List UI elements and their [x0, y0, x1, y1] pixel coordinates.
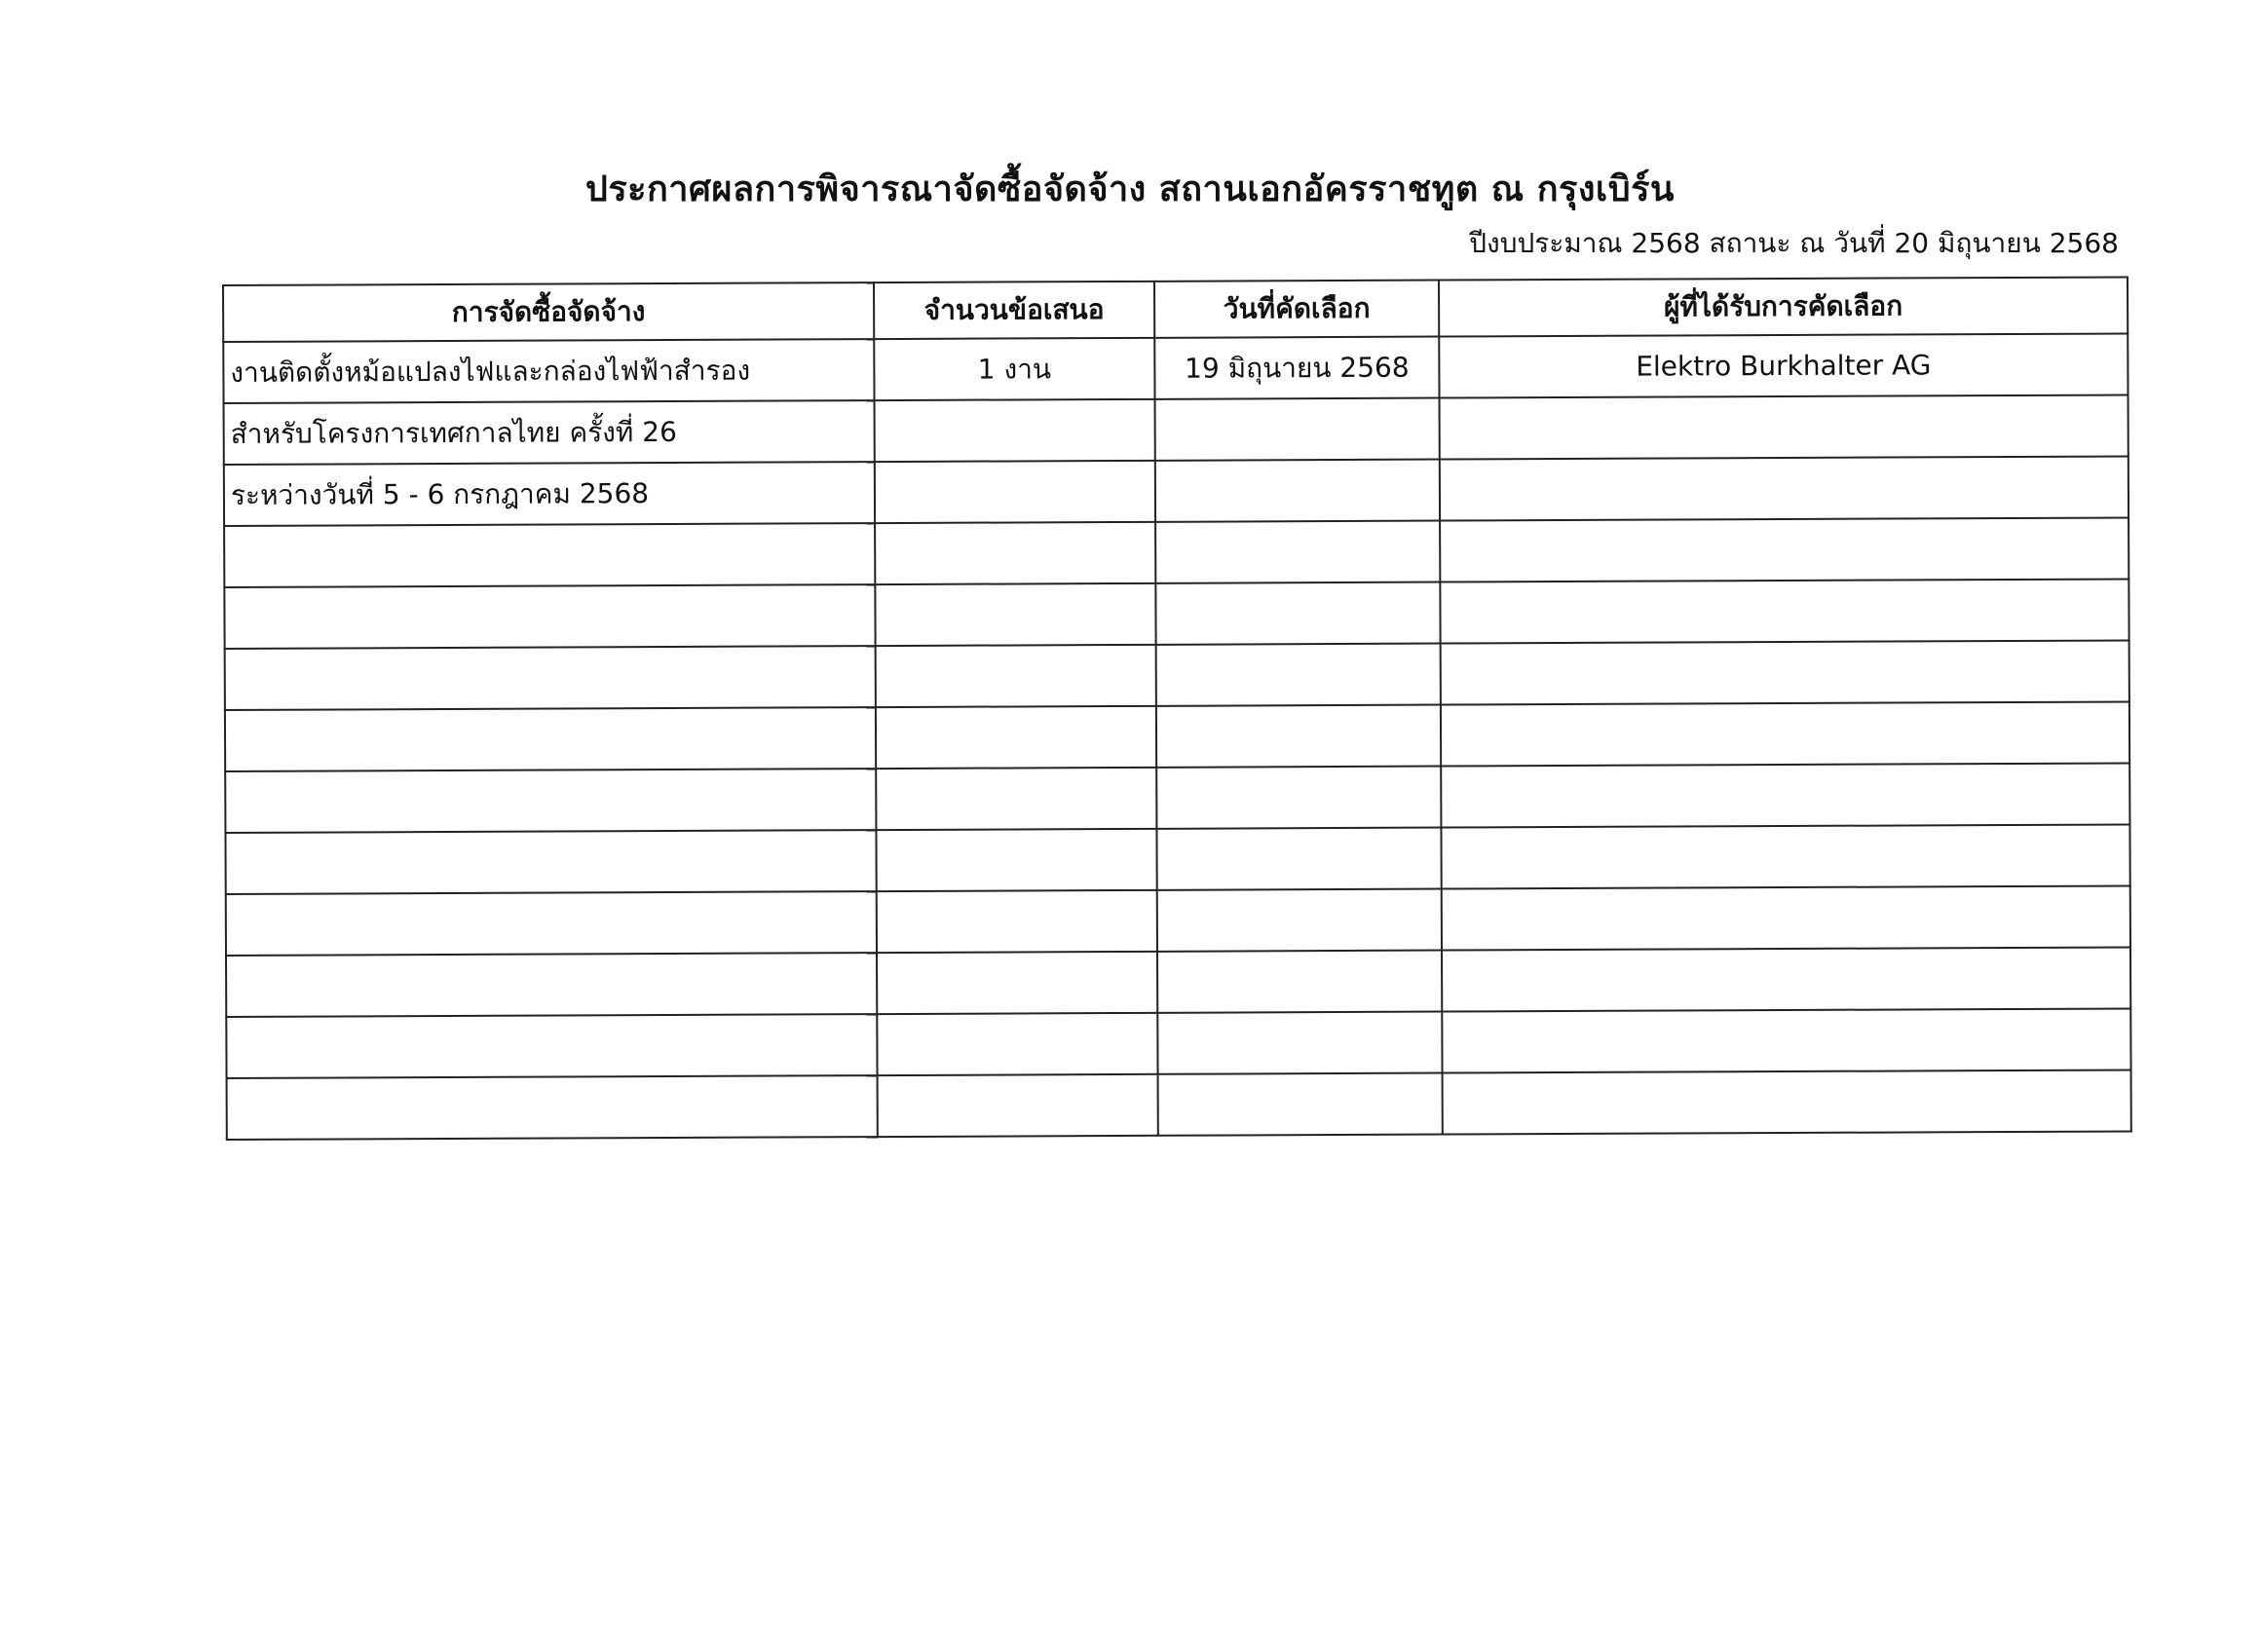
cell-winner — [1441, 824, 2129, 888]
header-item: การจัดซื้อจัดจ้าง — [223, 282, 874, 342]
cell-date — [1156, 644, 1441, 706]
cell-date — [1156, 767, 1441, 829]
cell-item — [225, 769, 876, 833]
cell-count — [877, 1013, 1157, 1075]
table-row — [226, 885, 2130, 956]
procurement-table — [222, 276, 2132, 1141]
cell-winner — [1440, 579, 2128, 643]
table-row — [224, 456, 2128, 526]
cell-item — [225, 830, 876, 894]
cell-date — [1158, 1073, 1443, 1136]
cell-item — [224, 584, 875, 649]
table-body — [223, 333, 2131, 1140]
cell-count — [877, 890, 1157, 953]
cell-date — [1155, 582, 1440, 645]
cell-date — [1155, 398, 1440, 461]
table-row — [226, 947, 2130, 1017]
cell-date — [1157, 1012, 1442, 1074]
cell-item — [226, 891, 877, 956]
cell-count — [875, 461, 1155, 523]
cell-count — [875, 583, 1155, 646]
table-row — [225, 824, 2129, 894]
cell-item — [226, 953, 877, 1017]
table-row — [225, 763, 2129, 833]
header-count: จำนวนข้อเสนอ — [874, 282, 1154, 339]
table-header-row — [223, 277, 2128, 342]
table-row — [226, 1008, 2130, 1078]
cell-count — [876, 768, 1156, 830]
cell-date — [1156, 705, 1441, 768]
cell-item — [224, 523, 875, 587]
procurement-table-container — [222, 276, 2130, 1141]
cell-item — [225, 707, 876, 771]
table-row — [224, 517, 2128, 587]
cell-date — [1157, 951, 1442, 1013]
cell-item — [226, 1014, 877, 1078]
cell-item: ระหว่างวันที่ 5 - 6 กรกฎาคม 2568 — [224, 462, 875, 526]
header-date: วันที่คัดเลือก — [1154, 281, 1439, 338]
cell-winner — [1442, 947, 2130, 1011]
cell-winner — [1441, 640, 2129, 704]
cell-item — [225, 646, 876, 710]
cell-winner — [1440, 394, 2128, 459]
cell-count — [876, 645, 1156, 707]
cell-winner — [1441, 701, 2129, 766]
cell-date: 19 มิถุนายน 2568 — [1154, 337, 1439, 399]
cell-winner — [1443, 1070, 2131, 1134]
cell-count — [878, 1074, 1158, 1137]
cell-winner — [1442, 885, 2130, 950]
cell-winner — [1442, 1008, 2130, 1072]
cell-date — [1156, 828, 1441, 890]
table-row — [224, 394, 2128, 465]
cell-item — [227, 1075, 878, 1140]
table-row — [223, 333, 2128, 403]
cell-date — [1157, 889, 1442, 952]
cell-item: งานติดตั้งหม้อแปลงไฟและกล่องไฟฟ้าสำรอง — [223, 339, 874, 403]
table-row — [224, 579, 2128, 649]
cell-winner — [1440, 517, 2128, 582]
cell-count — [876, 829, 1156, 891]
cell-count — [877, 952, 1157, 1014]
document-subtitle: ปีงบประมาณ 2568 สถานะ ณ วันที่ 20 มิถุนายน 2568 — [1469, 227, 2119, 259]
cell-winner — [1441, 763, 2129, 827]
cell-winner — [1440, 456, 2128, 520]
cell-count — [875, 399, 1155, 462]
cell-date — [1155, 460, 1440, 522]
cell-item: สำหรับโครงการเทศกาลไทย ครั้งที่ 26 — [224, 400, 875, 465]
cell-winner: Elektro Burkhalter AG — [1439, 333, 2128, 397]
cell-count — [876, 706, 1156, 769]
header-winner: ผู้ที่ได้รับการคัดเลือก — [1439, 277, 2128, 336]
document-title: ประกาศผลการพิจารณาจัดซื้อจัดจ้าง สถานเอกอัครราชทูต ณ กรุงเบิร์น — [584, 169, 1676, 209]
table-row — [225, 701, 2129, 771]
table-row — [225, 640, 2129, 710]
table-row — [227, 1070, 2131, 1140]
cell-date — [1155, 521, 1440, 583]
cell-count — [875, 522, 1155, 584]
cell-count: 1 งาน — [874, 338, 1154, 400]
